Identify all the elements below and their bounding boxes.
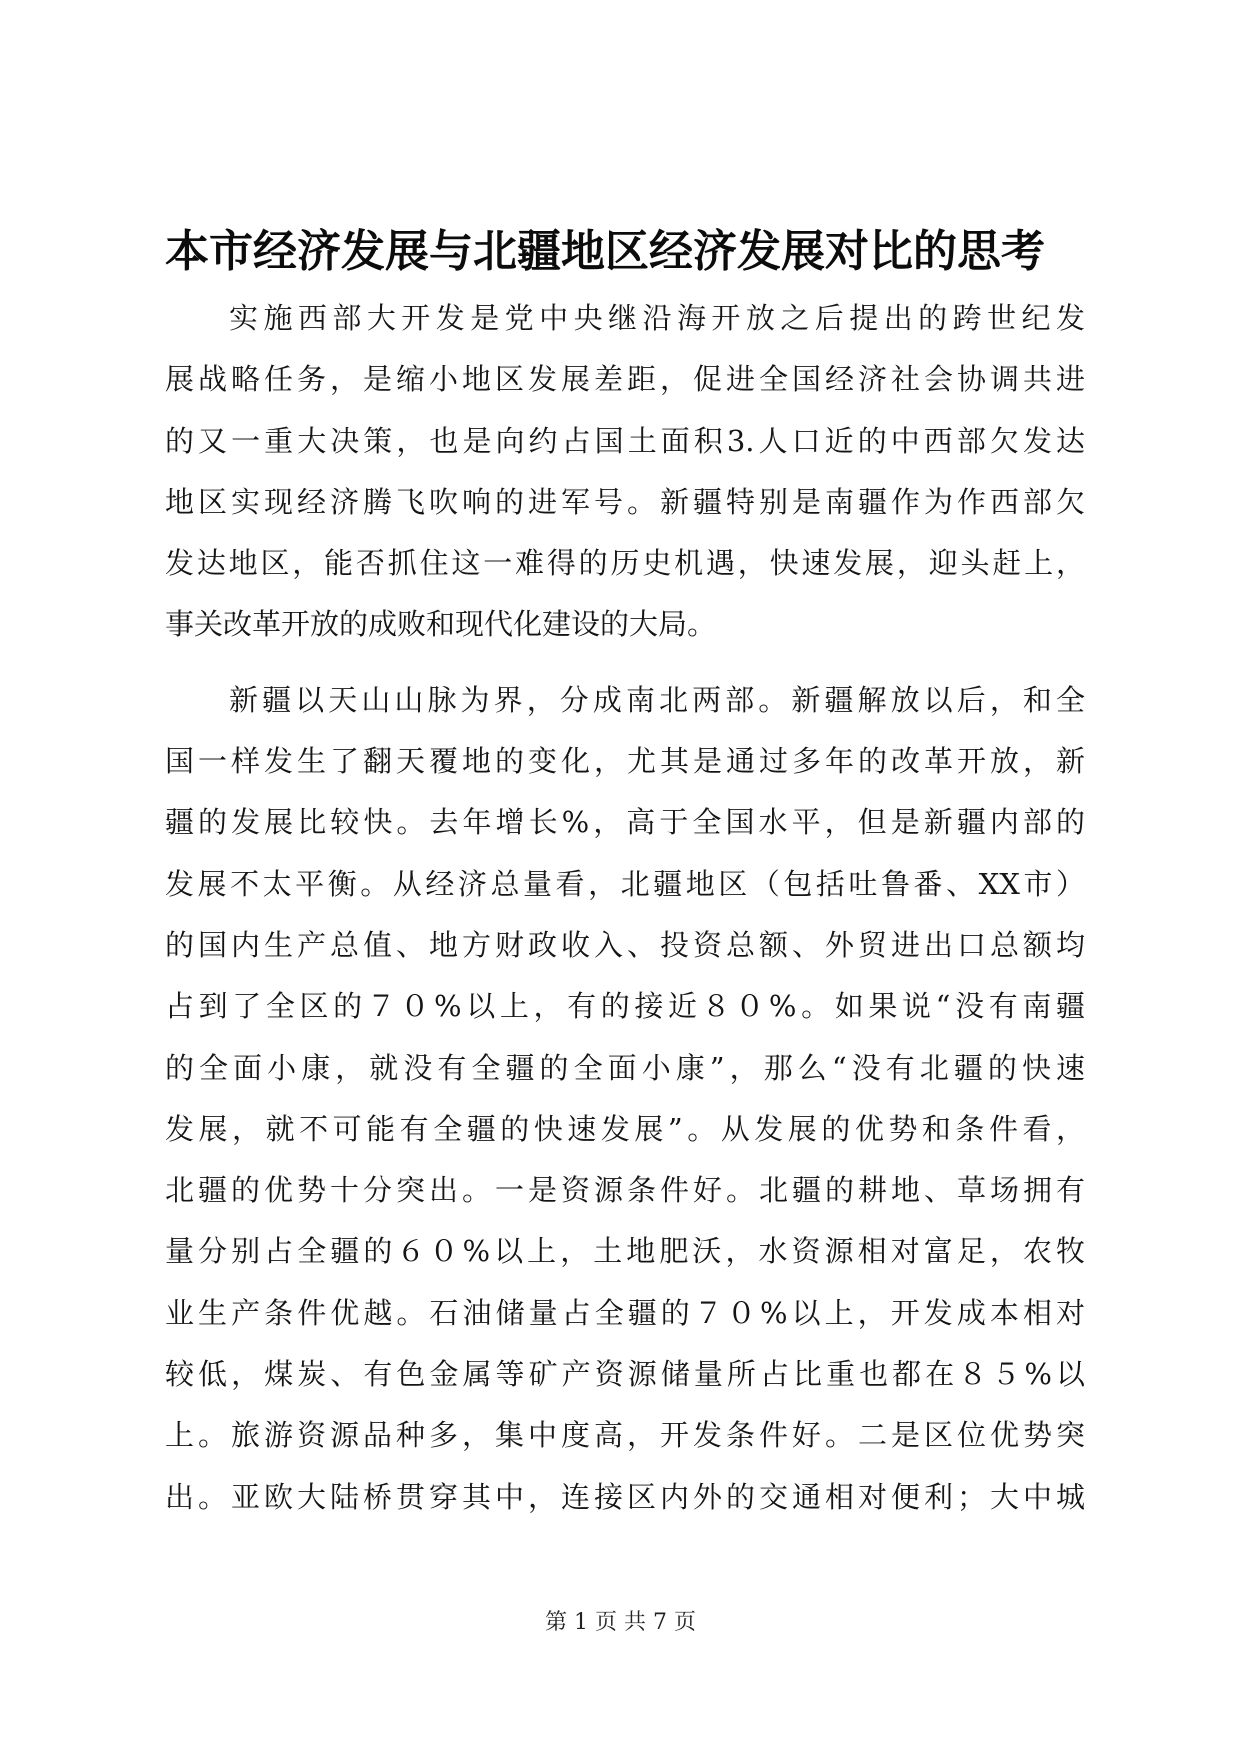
paragraph-line: 发达地区，能否抓住这一难得的历史机遇，快速发展，迎头赶上， [165, 546, 1085, 581]
paragraph-1 [165, 288, 1085, 656]
paragraph-line: 较低，煤炭、有色金属等矿产资源储量所占比重也都在８５%以 [165, 1357, 1085, 1392]
paragraph-line: 展战略任务，是缩小地区发展差距，促进全国经济社会协调共进 [165, 362, 1085, 397]
paragraph-line: 量分别占全疆的６０%以上，土地肥沃，水资源相对富足，农牧 [165, 1234, 1085, 1269]
paragraph-line: 北疆的优势十分突出。一是资源条件好。北疆的耕地、草场拥有 [165, 1173, 1085, 1208]
document-title: 本市经济发展与北疆地区经济发展对比的思考 [165, 226, 1045, 277]
paragraph-line: 实施西部大开发是党中央继沿海开放之后提出的跨世纪发 [229, 301, 1085, 335]
paragraph-line: 发展不太平衡。从经济总量看，北疆地区（包括吐鲁番、XX市） [165, 866, 1085, 901]
paragraph-2 [165, 670, 1085, 1528]
paragraph-line: 的国内生产总值、地方财政收入、投资总额、外贸进出口总额均 [165, 927, 1085, 962]
paragraph-line: 的全面小康，就没有全疆的全面小康”，那么“没有北疆的快速 [165, 1050, 1085, 1085]
paragraph-line: 新疆以天山山脉为界，分成南北两部。新疆解放以后，和全 [229, 682, 1085, 717]
paragraph-line: 占到了全区的７０%以上，有的接近８０%。如果说“没有南疆 [165, 989, 1085, 1024]
paragraph-line: 出。亚欧大陆桥贯穿其中，连接区内外的交通相对便利；大中城 [165, 1479, 1085, 1514]
paragraph-spacer [165, 656, 1085, 670]
paragraph-line: 国一样发生了翻天覆地的变化，尤其是通过多年的改革开放，新 [165, 744, 1085, 779]
paragraph-line: 业生产条件优越。石油储量占全疆的７０%以上，开发成本相对 [165, 1295, 1085, 1330]
paragraph-line: 发展，就不可能有全疆的快速发展”。从发展的优势和条件看， [165, 1111, 1085, 1146]
paragraph-line: 的又一重大决策，也是向约占国土面积3.人口近的中西部欠发达 [165, 423, 1085, 458]
document-body [165, 288, 1085, 1528]
paragraph-line: 事关改革开放的成败和现代化建设的大局。 [165, 607, 717, 642]
paragraph-line: 地区实现经济腾飞吹响的进军号。新疆特别是南疆作为作西部欠 [165, 484, 1085, 519]
page-number-footer: 第 1 页 共 7 页 [545, 1610, 696, 1635]
paragraph-line: 疆的发展比较快。去年增长%，高于全国水平，但是新疆内部的 [165, 805, 1085, 840]
paragraph-line: 上。旅游资源品种多，集中度高，开发条件好。二是区位优势突 [165, 1418, 1085, 1453]
